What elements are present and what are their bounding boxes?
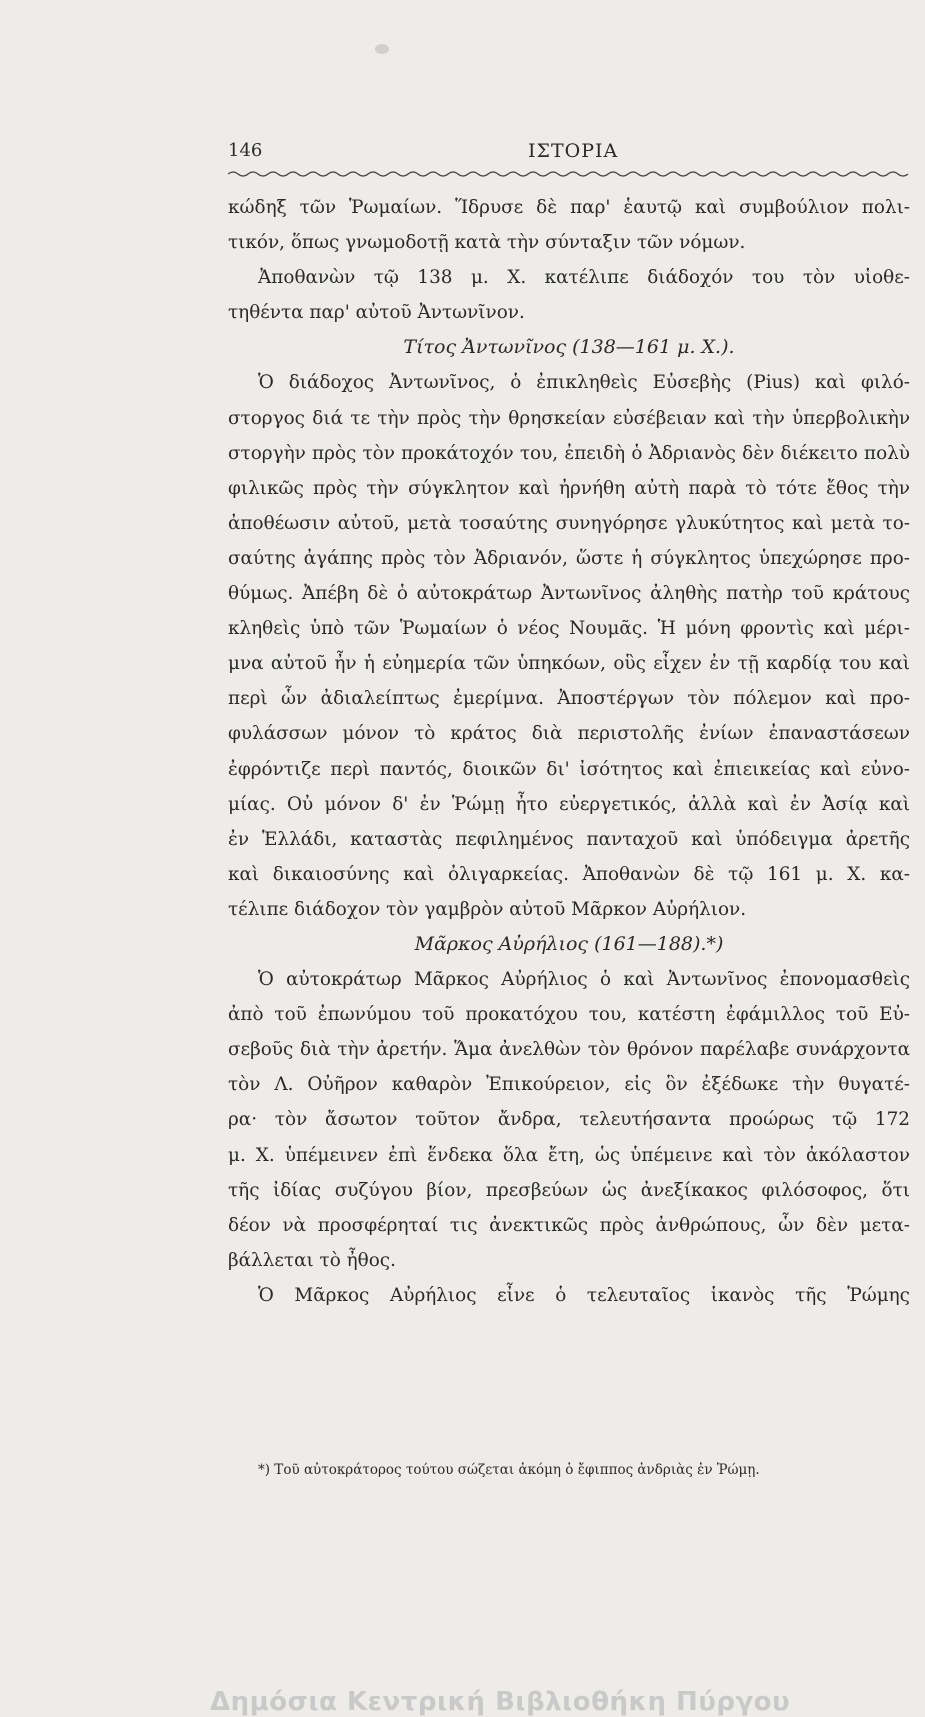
text-line: ρα· τὸν ἄσωτον τοῦτον ἄνδρα, τελευτήσαντα προώρως τῷ 172 [228,1109,910,1131]
text-line: τῆς ἰδίας συζύγου βίον, πρεσβεύων ὡς ἀνεξίκακος φιλόσοφος, ὅτι [228,1179,910,1201]
text-line: μνα αὐτοῦ ἦν ἡ εὐημερία τῶν ὑπηκόων, οὓς εἶχεν ἐν τῇ καρδίᾳ του καὶ [228,653,910,675]
footnote: *) Τοῦ αὐτοκράτορος τούτου σώζεται ἀκόμη ὁ ἔφιππος ἀνδριὰς ἐν Ῥώμῃ. [258,1462,760,1478]
text-line: καὶ δικαιοσύνης καὶ ὀλιγαρκείας. Ἀποθανὼν δὲ τῷ 161 μ. Χ. κα- [228,863,910,885]
section-heading-antoninus: Τίτος Ἀντωνῖνος (138—161 μ. Χ.). [403,336,735,359]
text-line: φυλάσσων μόνον τὸ κράτος διὰ περιστολῆς ἐνίων ἐπαναστάσεων [228,723,910,745]
text-line: περὶ ὧν ἀδιαλείπτως ἐμερίμνα. Ἀποστέργων τὸν πόλεμον καὶ προ- [228,688,910,710]
text-line: βάλλεται τὸ ἦθος. [228,1249,396,1271]
ink-smudge [375,44,389,54]
text-line: ἀπὸ τοῦ ἐπωνύμου τοῦ προκατόχου του, κατέστη ἐφάμιλλος τοῦ Εὐ- [228,1004,910,1026]
text-line: Ἀποθανὼν τῷ 138 μ. Χ. κατέλιπε διάδοχόν του τὸν υἱοθε- [258,267,910,289]
text-line: ἐν Ἑλλάδι, καταστὰς πεφιλημένος πανταχοῦ καὶ ὑπόδειγμα ἀρετῆς [228,828,910,850]
text-line: θύμως. Ἀπέβη δὲ ὁ αὐτοκράτωρ Ἀντωνῖνος ἀληθὴς πατὴρ τοῦ κράτους [228,583,910,605]
section-heading-marcus-aurelius: Μᾶρκος Αὐρήλιος (161—188).*) [414,932,724,955]
text-line: σαύτης ἀγάπης πρὸς τὸν Ἀδριανόν, ὥστε ἡ σύγκλητος ὑπεχώρησε προ- [228,547,910,569]
text-line: ἐφρόντιζε περὶ παντός, διοικῶν δι' ἰσότητος καὶ ἐπιεικείας καὶ εὐνο- [228,758,910,780]
text-line: μίας. Οὐ μόνον δ' ἐν Ῥώμῃ ἦτο εὐεργετικός, ἀλλὰ καὶ ἐν Ἀσίᾳ καὶ [228,793,910,815]
text-line: Ὁ αὐτοκράτωρ Μᾶρκος Αὐρήλιος ὁ καὶ Ἀντωνῖνος ἐπονομασθεὶς [258,969,910,991]
text-line: σεβοῦς διὰ τὴν ἀρετήν. Ἅμα ἀνελθὼν τὸν θρόνον παρέλαβε συνάρχοντα [228,1039,910,1061]
running-head: ΙΣΤΟΡΙΑ [528,140,619,162]
text-line: στοργὴν πρὸς τὸν προκάτοχόν του, ἐπειδὴ ὁ Ἀδριανὸς δὲν διέκειτο πολὺ [228,442,910,464]
text-line: φιλικῶς πρὸς τὴν σύγκλητον καὶ ἠρνήθη αὐτὴ παρὰ τὸ τότε ἔθος τὴν [228,477,910,499]
text-line: κώδηξ τῶν Ῥωμαίων. Ἵδρυσε δὲ παρ' ἑαυτῷ καὶ συμβούλιον πολι- [228,197,910,218]
text-line: δέον νὰ προσφέρηταί τις ἀνεκτικῶς πρὸς ἀνθρώπους, ὧν δὲν μετα- [228,1214,910,1236]
header-wavy-rule [228,170,910,178]
text-line: μ. Χ. ὑπέμεινεν ἐπὶ ἕνδεκα ὅλα ἔτη, ὡς ὑπέμεινε καὶ τὸν ἀκόλαστον [228,1144,910,1166]
text-line: κληθεὶς ὑπὸ τῶν Ῥωμαίων ὁ νέος Νουμᾶς. Ἡ μόνη φροντὶς καὶ μέρι- [228,618,910,640]
text-line: στοργος διά τε τὴν πρὸς τὴν θρησκείαν εὐσέβειαν καὶ τὴν ὑπερβολικὴν [228,407,910,429]
page-header [228,140,908,170]
text-line: Ὁ Μᾶρκος Αὐρήλιος εἶνε ὁ τελευταῖος ἱκανὸς τῆς Ῥώμης [258,1284,910,1306]
text-line: Ὁ διάδοχος Ἀντωνῖνος, ὁ ἐπικληθεὶς Εὐσεβὴς (Pius) καὶ φιλό- [258,372,910,394]
text-line: τηθέντα παρ' αὐτοῦ Ἀντωνῖνον. [228,302,525,324]
text-line: ἀποθέωσιν αὐτοῦ, μετὰ τοσαύτης συνηγόρησε γλυκύτητος καὶ μετὰ το- [228,512,910,534]
page-number: 146 [228,140,263,161]
text-line: τὸν Λ. Οὐῆρον καθαρὸν Ἐπικούρειον, εἰς ὃν ἐξέδωκε τὴν θυγατέ- [228,1074,910,1096]
text-line: τέλιπε διάδοχον τὸν γαμβρὸν αὐτοῦ Μᾶρκον Αὐρήλιον. [228,898,747,920]
body-text [228,190,910,1313]
text-line: τικόν, ὅπως γνωμοδοτῇ κατὰ τὴν σύνταξιν τῶν νόμων. [228,232,746,254]
library-watermark: Δημόσια Κεντρική Βιβλιοθήκη Πύργου [210,1687,791,1717]
